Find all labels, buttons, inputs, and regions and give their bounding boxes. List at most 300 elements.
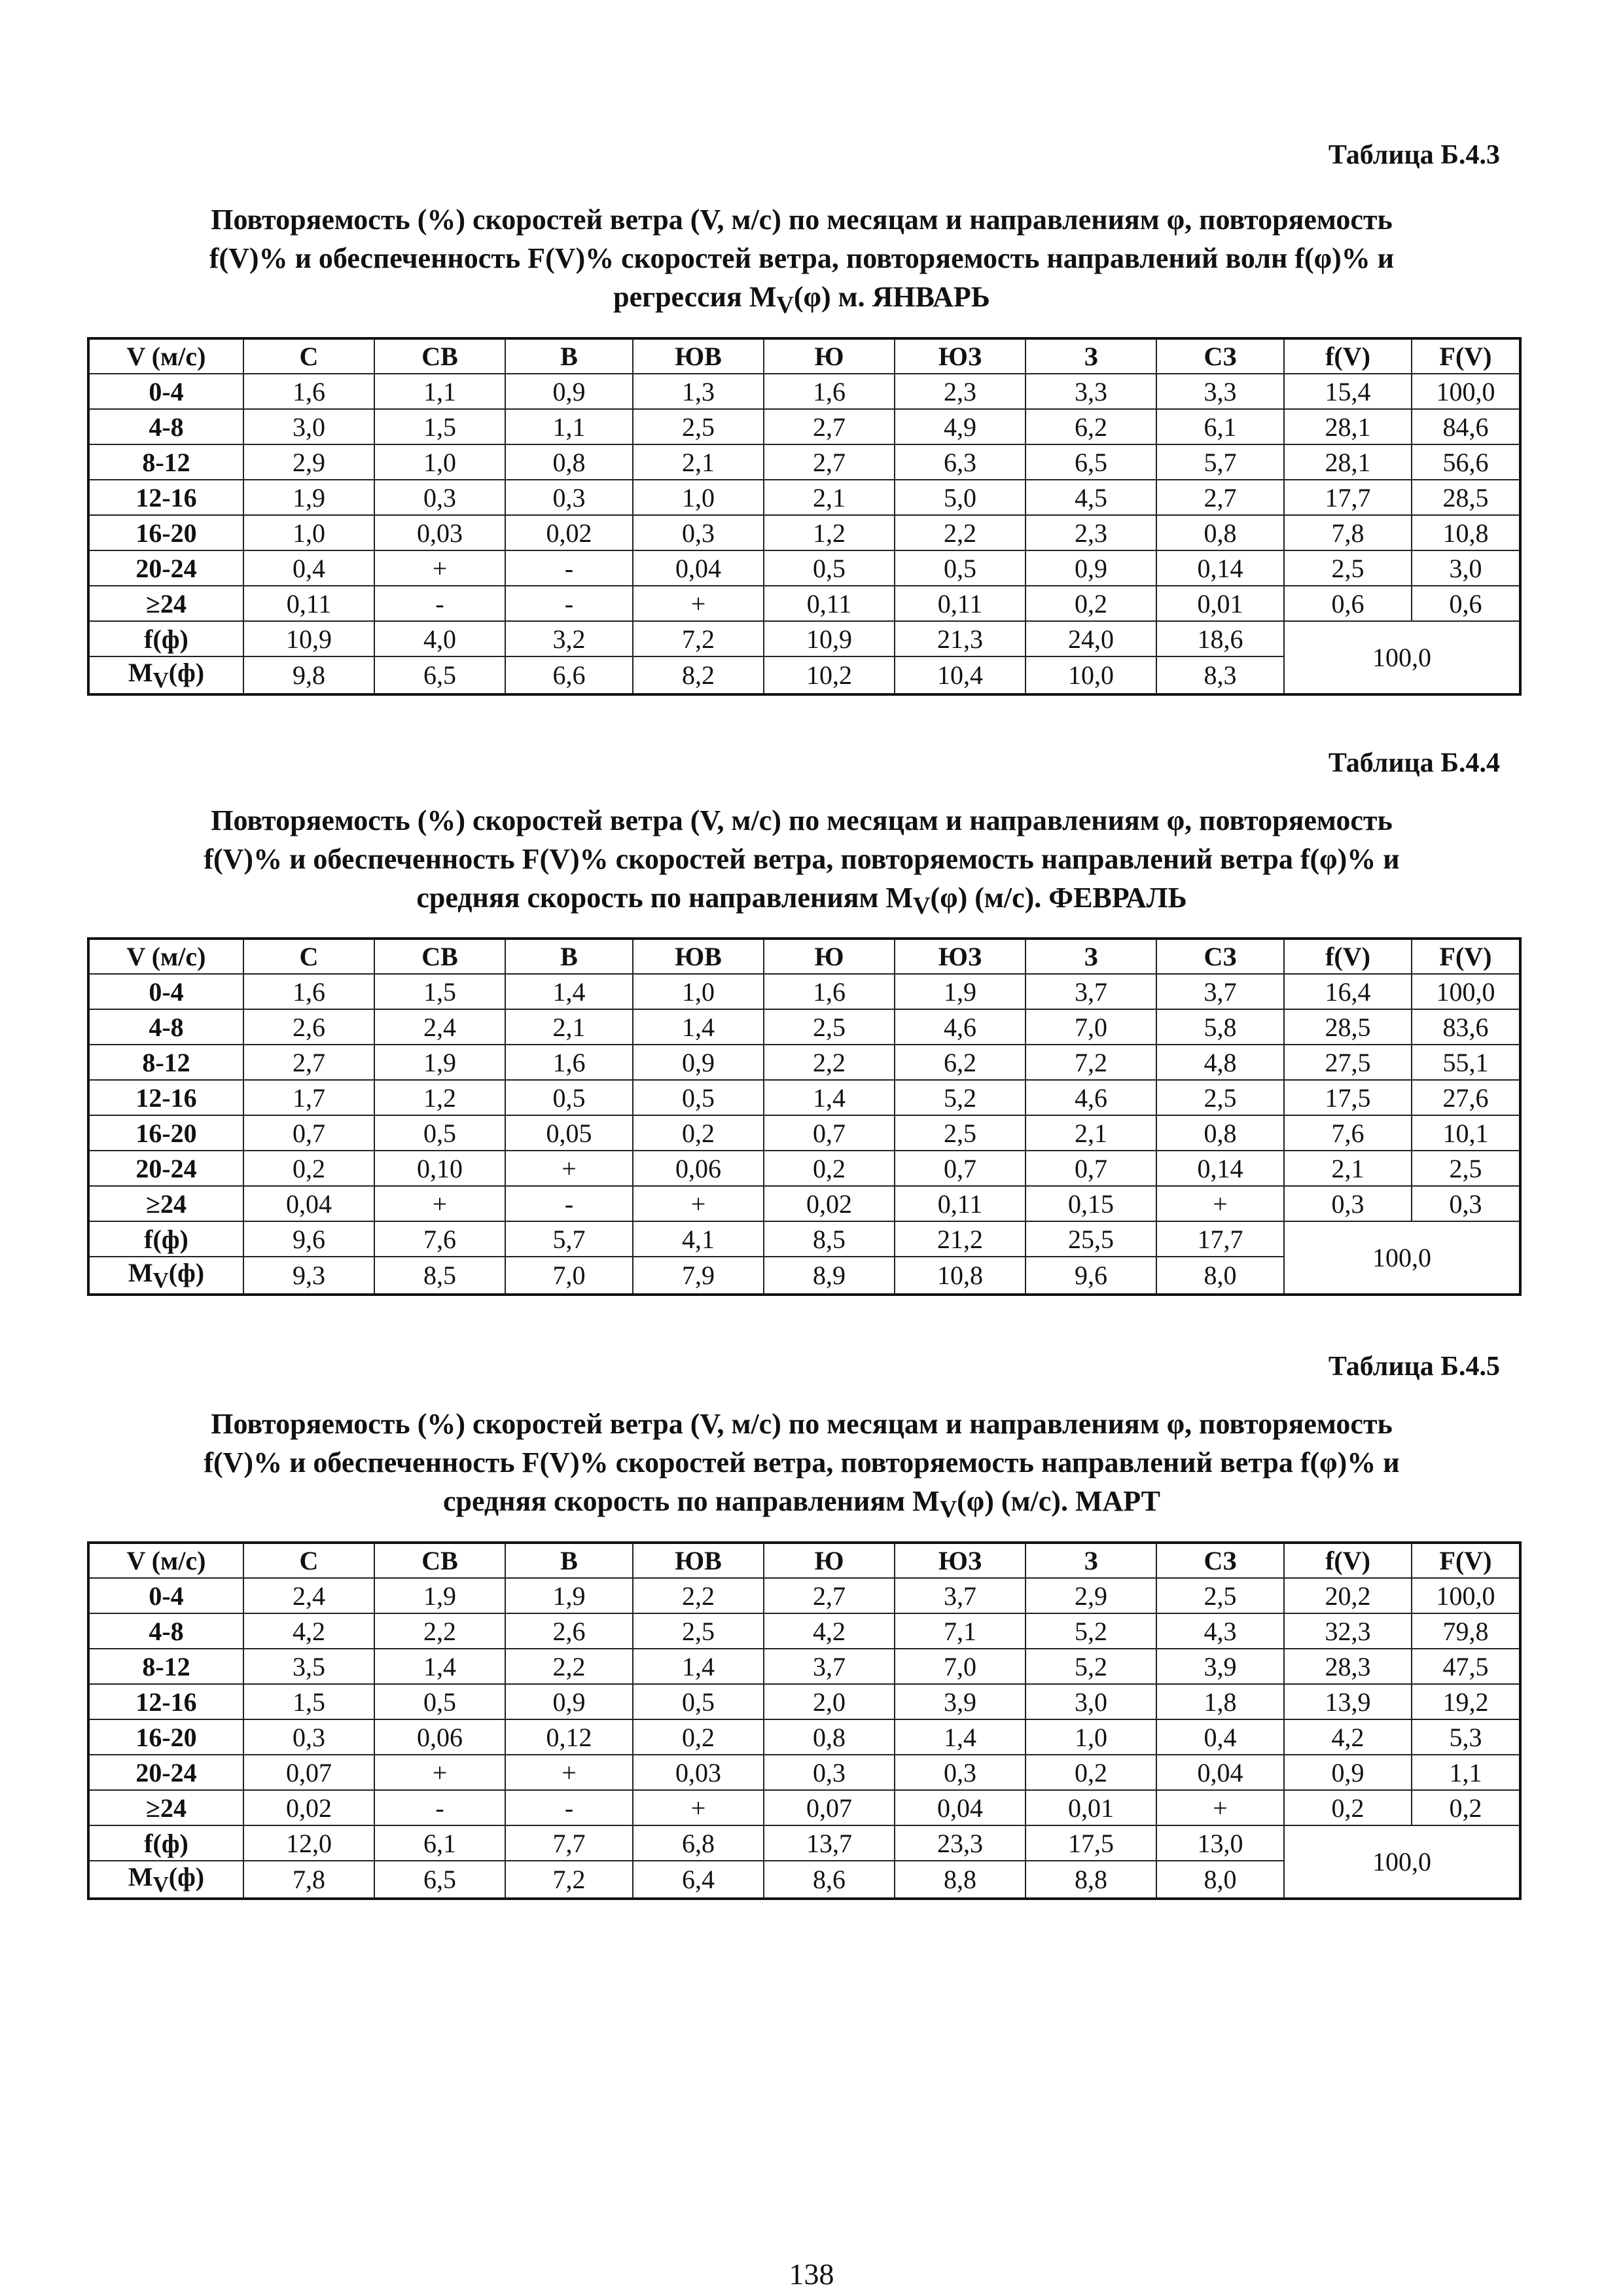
table-cell: 1,9 <box>374 1578 505 1613</box>
table-cell: 7,0 <box>1026 1009 1156 1045</box>
table-cell: 3,3 <box>1026 374 1156 409</box>
table-cell: 0,3 <box>1412 1186 1520 1221</box>
table-cell: 10,8 <box>1412 515 1520 550</box>
table-cell: 0,8 <box>1156 515 1284 550</box>
table-cell: 0,5 <box>633 1684 764 1719</box>
table-cell: 2,7 <box>764 409 895 444</box>
table-cell: 0,3 <box>764 1755 895 1790</box>
table-cell: 28,1 <box>1284 444 1412 480</box>
column-header: ЮЗ <box>895 1543 1026 1578</box>
table-cell: 1,1 <box>1412 1755 1520 1790</box>
table-cell: 2,9 <box>243 444 374 480</box>
table-cell: 1,2 <box>374 1080 505 1115</box>
column-header: З <box>1026 939 1156 974</box>
table-cell: 79,8 <box>1412 1613 1520 1649</box>
table-cell: 1,1 <box>374 374 505 409</box>
table-cell: 1,4 <box>895 1719 1026 1755</box>
column-header: F(V) <box>1412 338 1520 374</box>
table-cell: 3,9 <box>895 1684 1026 1719</box>
table-cell: 8,0 <box>1156 1257 1284 1295</box>
table-cell: 7,8 <box>243 1861 374 1899</box>
table-cell: 0,14 <box>1156 1151 1284 1186</box>
row-label: $M_V(ф)$ <box>88 1257 243 1295</box>
table-cell: 0,5 <box>374 1684 505 1719</box>
row-label: 12-16 <box>88 1080 243 1115</box>
table-cell: + <box>374 550 505 586</box>
table-cell: 0,3 <box>374 480 505 515</box>
table-cell: 2,5 <box>1156 1080 1284 1115</box>
table-cell: 2,0 <box>764 1684 895 1719</box>
table-cell: 7,6 <box>374 1221 505 1257</box>
row-label: 0-4 <box>88 1578 243 1613</box>
table-cell: 17,5 <box>1026 1825 1156 1861</box>
table-cell: + <box>505 1151 633 1186</box>
table-row <box>88 1755 1520 1790</box>
table-cell: 2,7 <box>243 1045 374 1080</box>
table-cell: 7,2 <box>505 1861 633 1899</box>
row-label: 0-4 <box>88 974 243 1009</box>
table-row <box>88 1790 1520 1825</box>
table-cell: 5,7 <box>1156 444 1284 480</box>
row-label: f(ф) <box>88 1221 243 1257</box>
table-cell: 6,3 <box>895 444 1026 480</box>
table-row <box>88 409 1520 444</box>
table-cell: 100,0 <box>1412 374 1520 409</box>
table-cell: 4,5 <box>1026 480 1156 515</box>
column-header: В <box>505 338 633 374</box>
table-cell: 0,3 <box>505 480 633 515</box>
table-cell: + <box>1156 1790 1284 1825</box>
table-cell: 0,02 <box>764 1186 895 1221</box>
table-cell: 0,11 <box>243 586 374 621</box>
table-cell: 1,9 <box>374 1045 505 1080</box>
table-row <box>88 1080 1520 1115</box>
table-cell: 12,0 <box>243 1825 374 1861</box>
table-cell: 5,2 <box>895 1080 1026 1115</box>
table-cell: 3,0 <box>1026 1684 1156 1719</box>
table-cell: 8,8 <box>1026 1861 1156 1899</box>
table-cell: 0,9 <box>505 1684 633 1719</box>
table-cell: 2,1 <box>1026 1115 1156 1151</box>
table-cell: 1,6 <box>243 374 374 409</box>
table-cell: 3,7 <box>1026 974 1156 1009</box>
table-cell: 1,5 <box>243 1684 374 1719</box>
row-label: $M_V(ф)$ <box>88 1861 243 1899</box>
column-header: Ю <box>764 1543 895 1578</box>
table-cell: 1,6 <box>505 1045 633 1080</box>
table-row <box>88 374 1520 409</box>
table-cell: 83,6 <box>1412 1009 1520 1045</box>
column-header: V (м/с) <box>88 939 243 974</box>
table-cell: 0,06 <box>374 1719 505 1755</box>
row-label: 8-12 <box>88 444 243 480</box>
column-header: ЮВ <box>633 1543 764 1578</box>
table-cell: 2,7 <box>764 1578 895 1613</box>
table-cell: 0,06 <box>633 1151 764 1186</box>
table-cell: 32,3 <box>1284 1613 1412 1649</box>
table-cell: 1,3 <box>633 374 764 409</box>
table-cell: 1,7 <box>243 1080 374 1115</box>
row-label: ≥24 <box>88 586 243 621</box>
title-line: регрессия $M_V(\varphi)$ м. ЯНВАРЬ <box>613 281 990 318</box>
table-cell: 4,8 <box>1156 1045 1284 1080</box>
column-header: ЮЗ <box>895 939 1026 974</box>
table-cell: 4,3 <box>1156 1613 1284 1649</box>
table-title <box>98 1405 1505 1528</box>
row-label: 20-24 <box>88 550 243 586</box>
table-cell: 4,2 <box>764 1613 895 1649</box>
table-cell: - <box>505 550 633 586</box>
table-cell: 0,07 <box>764 1790 895 1825</box>
column-header: ЮВ <box>633 939 764 974</box>
table-cell: 2,5 <box>633 409 764 444</box>
row-label: 4-8 <box>88 1009 243 1045</box>
column-header: СВ <box>374 1543 505 1578</box>
table-cell: 1,4 <box>633 1009 764 1045</box>
total-cell: 100,0 <box>1284 1221 1520 1295</box>
column-header: V (м/с) <box>88 1543 243 1578</box>
table-cell: 10,0 <box>1026 656 1156 694</box>
table-cell: 1,9 <box>505 1578 633 1613</box>
table-cell: 2,2 <box>633 1578 764 1613</box>
table-cell: 10,4 <box>895 656 1026 694</box>
table-cell: 4,6 <box>895 1009 1026 1045</box>
table-cell: 2,7 <box>1156 480 1284 515</box>
header-row <box>88 939 1520 974</box>
table-cell: + <box>374 1755 505 1790</box>
table-cell: 13,9 <box>1284 1684 1412 1719</box>
table-cell: 10,2 <box>764 656 895 694</box>
table-cell: 17,5 <box>1284 1080 1412 1115</box>
column-header: Ю <box>764 338 895 374</box>
table-cell: 2,1 <box>1284 1151 1412 1186</box>
table-row <box>88 1719 1520 1755</box>
table-cell: 5,0 <box>895 480 1026 515</box>
column-header: F(V) <box>1412 939 1520 974</box>
table-row <box>88 1115 1520 1151</box>
table-row <box>88 1613 1520 1649</box>
row-label: ≥24 <box>88 1186 243 1221</box>
table-cell: 8,2 <box>633 656 764 694</box>
table-cell: 8,9 <box>764 1257 895 1295</box>
table-cell: 0,2 <box>1284 1790 1412 1825</box>
table-title <box>98 801 1505 925</box>
table-cell: 19,2 <box>1412 1684 1520 1719</box>
table-cell: 3,2 <box>505 621 633 656</box>
row-label: ≥24 <box>88 1790 243 1825</box>
title-line: средняя скорость по направлениям $M_V(\varphi)$ (м/с). ФЕВРАЛЬ <box>416 882 1187 919</box>
table-cell: 0,10 <box>374 1151 505 1186</box>
table-cell: 1,0 <box>374 444 505 480</box>
table-cell: 6,2 <box>1026 409 1156 444</box>
table-cell: 0,11 <box>895 1186 1026 1221</box>
table-cell: 1,4 <box>764 1080 895 1115</box>
table-cell: 0,14 <box>1156 550 1284 586</box>
table-cell: 13,7 <box>764 1825 895 1861</box>
table-cell: 7,1 <box>895 1613 1026 1649</box>
column-header: ЮЗ <box>895 338 1026 374</box>
table-cell: 0,3 <box>243 1719 374 1755</box>
table-cell: 1,4 <box>374 1649 505 1684</box>
column-header: f(V) <box>1284 338 1412 374</box>
column-header: З <box>1026 338 1156 374</box>
table-cell: 9,6 <box>1026 1257 1156 1295</box>
table-cell: 0,03 <box>633 1755 764 1790</box>
table-cell: 0,5 <box>764 550 895 586</box>
table-cell: 25,5 <box>1026 1221 1156 1257</box>
table-cell: 6,8 <box>633 1825 764 1861</box>
title-line: f(V)% и обеспеченность F(V)% скоростей ветра, повторяемость направлений ветра f(φ)% и <box>204 843 1400 875</box>
table-cell: 0,2 <box>243 1151 374 1186</box>
table-cell: 8,3 <box>1156 656 1284 694</box>
column-header: СЗ <box>1156 939 1284 974</box>
table-cell: + <box>633 586 764 621</box>
table-cell: 2,6 <box>243 1009 374 1045</box>
table-cell: 5,7 <box>505 1221 633 1257</box>
column-header: Ю <box>764 939 895 974</box>
table-cell: + <box>505 1755 633 1790</box>
table-cell: 0,7 <box>1026 1151 1156 1186</box>
row-label: $M_V(ф)$ <box>88 656 243 694</box>
column-header: СВ <box>374 939 505 974</box>
table-cell: 6,5 <box>374 656 505 694</box>
column-header: f(V) <box>1284 1543 1412 1578</box>
table-cell: 1,4 <box>505 974 633 1009</box>
table-cell: 16,4 <box>1284 974 1412 1009</box>
column-header: З <box>1026 1543 1156 1578</box>
table-row <box>88 1045 1520 1080</box>
table-cell: 0,5 <box>374 1115 505 1151</box>
title-line: Повторяемость (%) скоростей ветра (V, м/с) по месяцам и направлениям φ, повторяемость <box>211 1408 1393 1440</box>
table-cell: 0,01 <box>1026 1790 1156 1825</box>
table-cell: 0,02 <box>505 515 633 550</box>
table-row <box>88 1186 1520 1221</box>
table-cell: 10,9 <box>764 621 895 656</box>
table-cell: 0,4 <box>243 550 374 586</box>
table-label: Таблица Б.4.5 <box>1328 1352 1500 1382</box>
table-cell: 2,3 <box>1026 515 1156 550</box>
table-cell: 8,0 <box>1156 1861 1284 1899</box>
table-row <box>88 974 1520 1009</box>
table-cell: 24,0 <box>1026 621 1156 656</box>
table-cell: 6,4 <box>633 1861 764 1899</box>
table-cell: + <box>1156 1186 1284 1221</box>
table-row <box>88 1009 1520 1045</box>
table-cell: - <box>374 1790 505 1825</box>
title-line: Повторяемость (%) скоростей ветра (V, м/с) по месяцам и направлениям φ, повторяемость <box>211 204 1393 236</box>
table-cell: 0,4 <box>1156 1719 1284 1755</box>
table-cell: 0,5 <box>895 550 1026 586</box>
row-label: 8-12 <box>88 1649 243 1684</box>
row-label: 16-20 <box>88 515 243 550</box>
table-cell: 6,2 <box>895 1045 1026 1080</box>
table-cell: 28,3 <box>1284 1649 1412 1684</box>
table-cell: 2,1 <box>505 1009 633 1045</box>
table-cell: 5,8 <box>1156 1009 1284 1045</box>
page-number: 138 <box>789 2257 834 2291</box>
table-cell: 0,12 <box>505 1719 633 1755</box>
table-cell: + <box>633 1790 764 1825</box>
table-cell: 9,6 <box>243 1221 374 1257</box>
table-cell: 2,2 <box>505 1649 633 1684</box>
table-cell: 1,5 <box>374 974 505 1009</box>
table-cell: 23,3 <box>895 1825 1026 1861</box>
title-line: f(V)% и обеспеченность F(V)% скоростей ветра, повторяемость направлений волн f(φ)% и <box>209 242 1395 274</box>
table-cell: 3,3 <box>1156 374 1284 409</box>
table-cell: 2,4 <box>374 1009 505 1045</box>
table-cell: 0,2 <box>764 1151 895 1186</box>
title-line: Повторяемость (%) скоростей ветра (V, м/с) по месяцам и направлениям φ, повторяемость <box>211 804 1393 836</box>
table-cell: 0,07 <box>243 1755 374 1790</box>
table-cell: 0,04 <box>895 1790 1026 1825</box>
table-cell: 0,9 <box>1284 1755 1412 1790</box>
table-cell: 0,9 <box>505 374 633 409</box>
table-cell: 100,0 <box>1412 974 1520 1009</box>
table-cell: 56,6 <box>1412 444 1520 480</box>
table-cell: 1,0 <box>1026 1719 1156 1755</box>
table-cell: 2,5 <box>1412 1151 1520 1186</box>
table-cell: 0,5 <box>505 1080 633 1115</box>
table-cell: 28,1 <box>1284 409 1412 444</box>
table-cell: 2,4 <box>243 1578 374 1613</box>
table-cell: 28,5 <box>1412 480 1520 515</box>
table-cell: 6,5 <box>374 1861 505 1899</box>
table-cell: 1,2 <box>764 515 895 550</box>
table-cell: 1,6 <box>764 374 895 409</box>
table-cell: 7,0 <box>505 1257 633 1295</box>
table-cell: 27,5 <box>1284 1045 1412 1080</box>
table-cell: 27,6 <box>1412 1080 1520 1115</box>
table-cell: 2,5 <box>895 1115 1026 1151</box>
table-cell: 2,2 <box>764 1045 895 1080</box>
f-phi-row <box>88 1825 1520 1861</box>
table-cell: 17,7 <box>1284 480 1412 515</box>
table-cell: 15,4 <box>1284 374 1412 409</box>
header-row <box>88 338 1520 374</box>
table-row <box>88 1684 1520 1719</box>
table-cell: 17,7 <box>1156 1221 1284 1257</box>
table-cell: 0,15 <box>1026 1186 1156 1221</box>
table-cell: + <box>633 1186 764 1221</box>
table-cell: 1,8 <box>1156 1684 1284 1719</box>
table-cell: 3,0 <box>1412 550 1520 586</box>
table-cell: 10,1 <box>1412 1115 1520 1151</box>
table-cell: 4,2 <box>243 1613 374 1649</box>
table-row <box>88 586 1520 621</box>
table-cell: 6,1 <box>1156 409 1284 444</box>
table-cell: 2,6 <box>505 1613 633 1649</box>
table-cell: 1,6 <box>764 974 895 1009</box>
table-cell: 1,6 <box>243 974 374 1009</box>
row-label: f(ф) <box>88 621 243 656</box>
table-cell: 1,9 <box>895 974 1026 1009</box>
table-cell: 5,2 <box>1026 1613 1156 1649</box>
table-cell: 8,6 <box>764 1861 895 1899</box>
table-cell: 0,11 <box>895 586 1026 621</box>
table-cell: 2,7 <box>764 444 895 480</box>
table-cell: 0,8 <box>1156 1115 1284 1151</box>
column-header: В <box>505 1543 633 1578</box>
column-header: С <box>243 338 374 374</box>
table-cell: 0,8 <box>764 1719 895 1755</box>
table-cell: 4,6 <box>1026 1080 1156 1115</box>
table-cell: 0,2 <box>1026 586 1156 621</box>
table-cell: 7,8 <box>1284 515 1412 550</box>
column-header: ЮВ <box>633 338 764 374</box>
table-cell: 2,1 <box>764 480 895 515</box>
table-cell: 3,5 <box>243 1649 374 1684</box>
column-header: В <box>505 939 633 974</box>
table-cell: 2,9 <box>1026 1578 1156 1613</box>
f-phi-row <box>88 1221 1520 1257</box>
table-title <box>98 200 1505 324</box>
table-cell: 2,2 <box>895 515 1026 550</box>
column-header: СЗ <box>1156 338 1284 374</box>
title-line: f(V)% и обеспеченность F(V)% скоростей ветра, повторяемость направлений ветра f(φ)% и <box>204 1446 1400 1479</box>
table-cell: 0,6 <box>1284 586 1412 621</box>
table-cell: 3,7 <box>764 1649 895 1684</box>
table-cell: 7,6 <box>1284 1115 1412 1151</box>
row-label: 4-8 <box>88 409 243 444</box>
table-cell: 7,2 <box>633 621 764 656</box>
table-cell: 6,1 <box>374 1825 505 1861</box>
table-cell: 1,0 <box>243 515 374 550</box>
f-phi-row <box>88 621 1520 656</box>
table-row <box>88 515 1520 550</box>
table-cell: 2,1 <box>633 444 764 480</box>
column-header: V (м/с) <box>88 338 243 374</box>
table-cell: 0,03 <box>374 515 505 550</box>
row-label: 12-16 <box>88 1684 243 1719</box>
column-header: F(V) <box>1412 1543 1520 1578</box>
table-cell: 0,01 <box>1156 586 1284 621</box>
table-cell: 10,8 <box>895 1257 1026 1295</box>
wind-table-february <box>87 937 1522 1296</box>
table-cell: 9,3 <box>243 1257 374 1295</box>
table-cell: 8,5 <box>764 1221 895 1257</box>
table-cell: 0,9 <box>633 1045 764 1080</box>
table-cell: 20,2 <box>1284 1578 1412 1613</box>
column-header: С <box>243 939 374 974</box>
table-cell: 1,9 <box>243 480 374 515</box>
table-label: Таблица Б.4.3 <box>1328 140 1500 170</box>
table-cell: 2,3 <box>895 374 1026 409</box>
table-cell: - <box>505 1790 633 1825</box>
wind-table-march <box>87 1541 1522 1900</box>
table-cell: 0,7 <box>895 1151 1026 1186</box>
table-cell: + <box>374 1186 505 1221</box>
column-header: СЗ <box>1156 1543 1284 1578</box>
table-cell: - <box>505 1186 633 1221</box>
column-header: СВ <box>374 338 505 374</box>
table-cell: 0,7 <box>243 1115 374 1151</box>
table-cell: 0,04 <box>1156 1755 1284 1790</box>
table-label: Таблица Б.4.4 <box>1328 748 1500 778</box>
table-row <box>88 550 1520 586</box>
row-label: 8-12 <box>88 1045 243 1080</box>
table-cell: 21,3 <box>895 621 1026 656</box>
table-cell: 0,11 <box>764 586 895 621</box>
table-cell: 6,5 <box>1026 444 1156 480</box>
table-cell: 6,6 <box>505 656 633 694</box>
table-cell: 1,0 <box>633 974 764 1009</box>
table-row <box>88 480 1520 515</box>
table-cell: 1,4 <box>633 1649 764 1684</box>
table-row <box>88 1649 1520 1684</box>
table-cell: 7,9 <box>633 1257 764 1295</box>
table-cell: 8,8 <box>895 1861 1026 1899</box>
table-cell: 55,1 <box>1412 1045 1520 1080</box>
